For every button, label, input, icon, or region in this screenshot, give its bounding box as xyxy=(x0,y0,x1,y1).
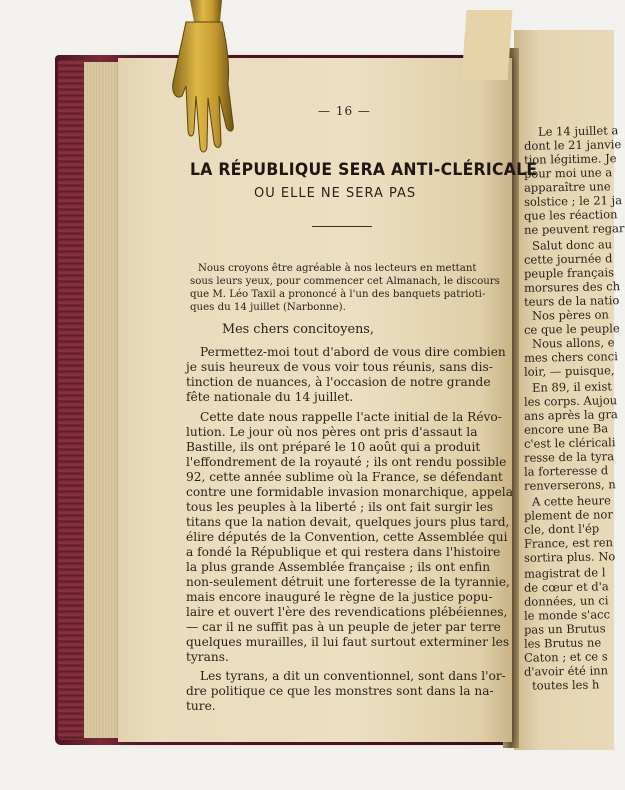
right-page-line: magistrat de l xyxy=(523,565,606,581)
right-page-line: c'est le cléricali xyxy=(523,435,616,451)
body-line: titans que la nation devait, quelques jours plus tard, xyxy=(186,515,510,529)
body-line: élire députés de la Convention, cette Assemblée qui xyxy=(186,530,508,544)
right-page-line: sortira plus. No xyxy=(523,549,616,565)
right-page-line: renverserons, n xyxy=(523,477,616,493)
body-line: 92, cette année sublime où la France, se défendant xyxy=(186,470,503,484)
right-page-line: cle, dont l'ép xyxy=(523,521,600,537)
right-page-line: ne peuvent regar xyxy=(523,221,625,237)
salutation: Mes chers concitoyens, xyxy=(222,322,374,337)
right-page-line: dont le 21 janvie xyxy=(523,137,622,153)
body-line: quelques murailles, il lui faut surtout exterminer les xyxy=(186,635,510,649)
right-page-line: mes chers conci xyxy=(523,349,618,365)
intro-line: que M. Léo Taxil a prononcé à l'un des banquets patrioti- xyxy=(190,289,486,300)
right-page-line: France, est ren xyxy=(523,535,614,551)
right-page-line: Le 14 juillet a xyxy=(537,123,619,139)
right-page-line: loir, — puisque, xyxy=(523,363,615,379)
right-page-line: teurs de la natio xyxy=(523,293,620,309)
right-page-line: En 89, il exist xyxy=(531,379,613,395)
right-page-line: pas un Brutus xyxy=(523,621,606,637)
body-line: Les tyrans, a dit un conventionnel, sont dans l'or- xyxy=(200,669,506,683)
right-page-line: le monde s'acc xyxy=(523,607,611,623)
intro-line: Nous croyons être agréable à nos lecteurs en mettant xyxy=(198,263,477,274)
right-page-line: que les réaction xyxy=(523,207,618,223)
right-page-line: ans après la gra xyxy=(523,407,618,423)
body-line: laire et ouvert l'ère des revendications plébéiennes, xyxy=(186,605,508,619)
right-page-line: données, un ci xyxy=(523,593,609,609)
body-line: contre une formidable invasion monarchique, appela xyxy=(186,485,513,499)
body-line: mais encore inauguré le règne de la justice popu- xyxy=(186,590,493,604)
right-page-line: A cette heure xyxy=(531,493,611,509)
right-page-line: solstice ; le 21 ja xyxy=(523,193,623,209)
body-line: l'effondrement de la royauté ; ils ont rendu possible xyxy=(186,455,507,469)
body-line: je suis heureux de vous voir tous réunis, sans dis- xyxy=(186,360,493,374)
body-line: Permettez-moi tout d'abord de vous dire combien xyxy=(200,345,506,359)
right-page-line: morsures des ch xyxy=(523,279,621,295)
right-page-line: plement de nor xyxy=(523,507,614,523)
right-page-line: resse de la tyra xyxy=(523,449,615,465)
paper-tab xyxy=(462,10,513,80)
page-title: LA RÉPUBLIQUE SERA ANTI-CLÉRICALE xyxy=(190,160,538,180)
right-page-line: Salut donc au xyxy=(531,237,613,253)
page-number: — 16 — xyxy=(318,104,371,118)
body-line: ture. xyxy=(186,699,216,713)
right-page-line: peuple français xyxy=(523,265,615,281)
body-line: a fondé la République et qui restera dans l'histoire xyxy=(186,545,501,559)
right-page-line: d'avoir été inn xyxy=(523,663,609,679)
right-page-line: les corps. Aujou xyxy=(523,393,618,409)
body-line: dre politique ce que les monstres sont dans la na- xyxy=(186,684,494,698)
body-line: la plus grande Assemblée française ; ils ont enfin xyxy=(186,560,491,574)
right-page-line: de cœur et d'a xyxy=(523,579,609,595)
right-page-line: toutes les h xyxy=(531,677,600,693)
right-page-line: cette journée d xyxy=(523,251,613,267)
body-line: Cette date nous rappelle l'acte initial de la Révo- xyxy=(200,410,502,424)
right-page-line: ce que le peuple xyxy=(523,321,620,337)
brass-hand-clip-icon xyxy=(160,0,250,160)
page-subtitle: OU ELLE NE SERA PAS xyxy=(254,186,417,201)
intro-line: sous leurs yeux, pour commencer cet Almanach, le discours xyxy=(190,276,500,287)
right-page-line: tion légitime. Je xyxy=(523,151,617,167)
right-page-line: les Brutus ne xyxy=(523,635,602,651)
body-line: lution. Le jour où nos pères ont pris d'assaut la xyxy=(186,425,478,439)
body-line: tinction de nuances, à l'occasion de notre grande xyxy=(186,375,491,389)
intro-line: ques du 14 juillet (Narbonne). xyxy=(190,302,346,313)
body-line: — car il ne suffit pas à un peuple de jeter par terre xyxy=(186,620,501,634)
right-page-line: la forteresse d xyxy=(523,463,609,479)
title-divider xyxy=(312,226,372,227)
body-line: tyrans. xyxy=(186,650,229,664)
right-page-line: encore une Ba xyxy=(523,421,609,437)
right-page-line: pour moi une a xyxy=(523,165,613,181)
body-line: Bastille, ils ont préparé le 10 août qui a produit xyxy=(186,440,481,454)
body-line: fête nationale du 14 juillet. xyxy=(186,390,354,404)
right-page-line: Nos pères on xyxy=(531,307,610,323)
right-page-line: Nous allons, e xyxy=(531,335,615,351)
right-page-line: Caton ; et ce s xyxy=(523,649,608,665)
right-page-line: apparaître une xyxy=(523,179,611,195)
body-line: non-seulement détruit une forteresse de la tyrannie, xyxy=(186,575,510,589)
body-line: tous les peuples à la liberté ; ils ont fait surgir les xyxy=(186,500,494,514)
